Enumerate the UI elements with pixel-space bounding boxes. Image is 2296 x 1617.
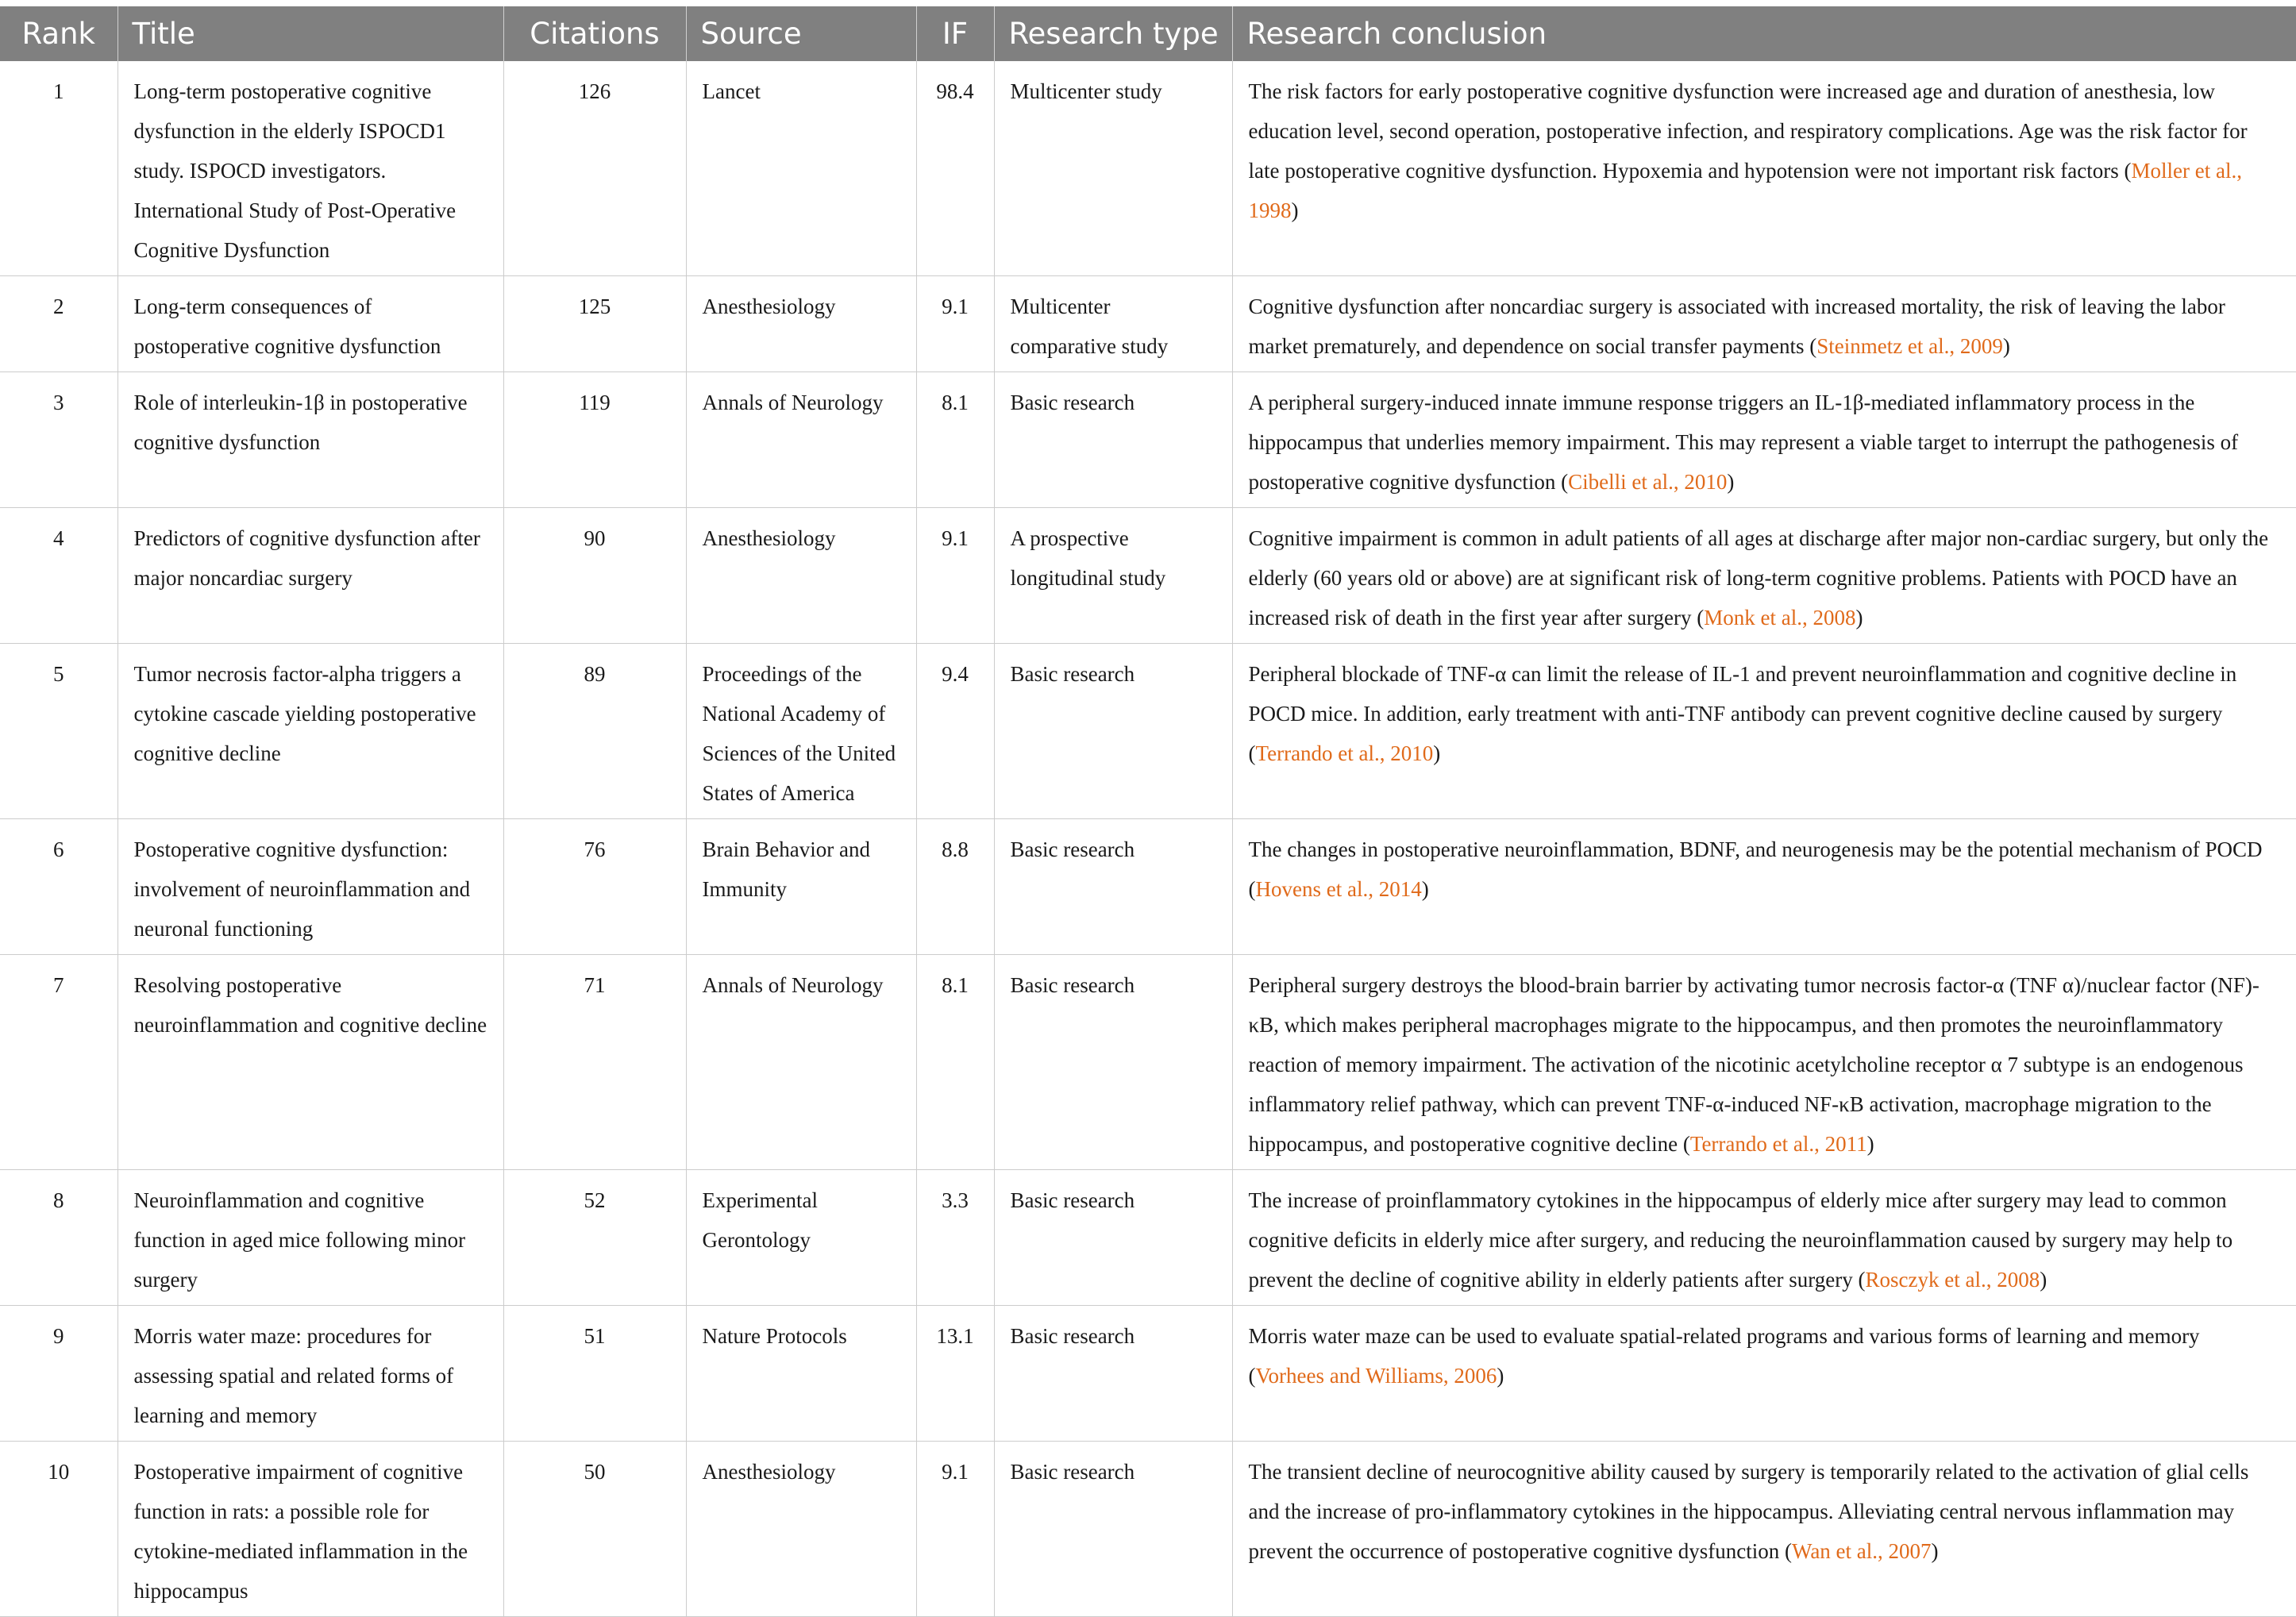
closing-paren: ) (2040, 1268, 2048, 1292)
conclusion-text: Peripheral blockade of TNF-α can limit the release of IL-1 and prevent neuroinflammation and cognitive decline in POCD mice. In addition, early treatment with anti-TNF antibody can prevent cognitive decline caused by surgery ( (1248, 662, 2237, 765)
header-row (0, 6, 2296, 61)
research-type-cell: A prospective longitudinal study (994, 508, 1232, 644)
table-row (0, 1170, 2296, 1306)
table-row (0, 372, 2296, 508)
research-conclusion-cell (1232, 819, 2296, 955)
citations-cell: 71 (503, 955, 686, 1170)
impact-factor-cell: 9.4 (916, 644, 994, 819)
reference-link[interactable]: Vorhees and Williams, 2006 (1255, 1364, 1497, 1388)
rank-cell: 3 (0, 372, 117, 508)
reference-link[interactable]: Terrando et al., 2011 (1689, 1132, 1867, 1156)
impact-factor-cell: 9.1 (916, 276, 994, 372)
closing-paren: ) (1433, 741, 1441, 765)
source-cell: Lancet (686, 61, 916, 276)
reference-link[interactable]: Monk et al., 2008 (1704, 606, 1856, 629)
conclusion-text: A peripheral surgery-induced innate immune response triggers an IL-1β-mediated inflammatory process in the hippocampus that underlies memory impairment. This may represent a viable target to interrupt the pathogenesis of postoperative cognitive dysfunction ( (1248, 391, 2239, 494)
rank-cell: 2 (0, 276, 117, 372)
title-cell: Tumor necrosis factor-alpha triggers a cytokine cascade yielding postoperative cognitive decline (117, 644, 503, 819)
rank-cell: 6 (0, 819, 117, 955)
table-row (0, 1306, 2296, 1442)
header-source: Source (686, 6, 916, 61)
rank-cell: 7 (0, 955, 117, 1170)
source-cell: Brain Behavior and Immunity (686, 819, 916, 955)
citations-cell: 119 (503, 372, 686, 508)
title-cell: Morris water maze: procedures for assessing spatial and related forms of learning and memory (117, 1306, 503, 1442)
conclusion-text: The risk factors for early postoperative cognitive dysfunction were increased age and duration of anesthesia, low education level, second operation, postoperative infection, and respiratory complications. Age was the risk factor for late postoperative cognitive dysfunction. Hypoxemia and hypotension were not important risk factors ( (1248, 79, 2248, 183)
table-row (0, 819, 2296, 955)
header-if: IF (916, 6, 994, 61)
reference-link[interactable]: Cibelli et al., 2010 (1568, 470, 1728, 494)
research-conclusion-cell (1232, 508, 2296, 644)
rank-cell: 5 (0, 644, 117, 819)
source-cell: Nature Protocols (686, 1306, 916, 1442)
research-type-cell: Multicenter study (994, 61, 1232, 276)
table-row (0, 644, 2296, 819)
impact-factor-cell: 9.1 (916, 508, 994, 644)
reference-link[interactable]: Steinmetz et al., 2009 (1816, 334, 2003, 358)
closing-paren: ) (1727, 470, 1735, 494)
source-cell: Annals of Neurology (686, 372, 916, 508)
header-rank: Rank (0, 6, 117, 61)
impact-factor-cell: 8.8 (916, 819, 994, 955)
conclusion-text: Morris water maze can be used to evaluate spatial-related programs and various forms of learning and memory ( (1248, 1324, 2200, 1388)
closing-paren: ) (1291, 198, 1299, 222)
conclusion-text: The increase of proinflammatory cytokines in the hippocampus of elderly mice after surgery may lead to common cognitive deficits in elderly mice after surgery, and reducing the neuroinflammation caused by surgery may help to prevent the decline of cognitive ability in elderly patients after surgery ( (1248, 1188, 2233, 1292)
research-conclusion-cell (1232, 372, 2296, 508)
title-cell: Postoperative cognitive dysfunction: involvement of neuroinflammation and neuronal functioning (117, 819, 503, 955)
research-conclusion-cell (1232, 1442, 2296, 1617)
research-type-cell: Basic research (994, 819, 1232, 955)
source-cell: Anesthesiology (686, 276, 916, 372)
source-cell: Experimental Gerontology (686, 1170, 916, 1306)
research-conclusion-cell (1232, 276, 2296, 372)
reference-link[interactable]: Rosczyk et al., 2008 (1865, 1268, 2040, 1292)
source-cell: Anesthesiology (686, 508, 916, 644)
closing-paren: ) (2002, 334, 2010, 358)
citations-cell: 89 (503, 644, 686, 819)
table-header (0, 6, 2296, 61)
research-type-cell: Multicenter comparative study (994, 276, 1232, 372)
citations-cell: 126 (503, 61, 686, 276)
conclusion-text: Peripheral surgery destroys the blood-brain barrier by activating tumor necrosis factor-α (TNF α)/nuclear factor (NF)-κB, which makes peripheral macrophages migrate to the hippocampus, and then promotes the neuroinflammatory reaction of memory impairment. The activation of the nicotinic acetylcholine receptor α 7 subtype is an endogenous inflammatory relief pathway, which can prevent TNF-α-induced NF-κB activation, macrophage migration to the hippocampus, and postoperative cognitive decline ( (1248, 973, 2259, 1156)
source-cell: Annals of Neurology (686, 955, 916, 1170)
table-row (0, 508, 2296, 644)
conclusion-text: The transient decline of neurocognitive ability caused by surgery is temporarily related to the activation of glial cells and the increase of pro-inflammatory cytokines in the hippocampus. Alleviating central nervous inflammation may prevent the occurrence of postoperative cognitive dysfunction ( (1248, 1460, 2249, 1563)
header-research-type: Research type (994, 6, 1232, 61)
research-type-cell: Basic research (994, 955, 1232, 1170)
table-body (0, 61, 2296, 1617)
impact-factor-cell: 8.1 (916, 372, 994, 508)
research-type-cell: Basic research (994, 372, 1232, 508)
research-conclusion-cell (1232, 1170, 2296, 1306)
research-conclusion-cell (1232, 955, 2296, 1170)
citations-cell: 125 (503, 276, 686, 372)
research-type-cell: Basic research (994, 1306, 1232, 1442)
table-row (0, 1442, 2296, 1617)
research-conclusion-cell (1232, 644, 2296, 819)
rank-cell: 4 (0, 508, 117, 644)
header-title: Title (117, 6, 503, 61)
citations-cell: 51 (503, 1306, 686, 1442)
conclusion-text: Cognitive impairment is common in adult patients of all ages at discharge after major non-cardiac surgery, but only the elderly (60 years old or above) are at significant risk of long-term cognitive problems. Patients with POCD have an increased risk of death in the first year after surgery ( (1248, 526, 2269, 629)
citations-table (0, 6, 2296, 1617)
impact-factor-cell: 98.4 (916, 61, 994, 276)
table-row (0, 276, 2296, 372)
closing-paren: ) (1497, 1364, 1504, 1388)
title-cell: Long-term consequences of postoperative cognitive dysfunction (117, 276, 503, 372)
conclusion-text: The changes in postoperative neuroinflammation, BDNF, and neurogenesis may be the potential mechanism of POCD ( (1248, 837, 2263, 901)
conclusion-text: Cognitive dysfunction after noncardiac surgery is associated with increased mortality, the risk of leaving the labor market prematurely, and dependence on social transfer payments ( (1248, 295, 2225, 358)
table-row (0, 61, 2296, 276)
closing-paren: ) (1866, 1132, 1874, 1156)
title-cell: Predictors of cognitive dysfunction after major noncardiac surgery (117, 508, 503, 644)
source-cell: Anesthesiology (686, 1442, 916, 1617)
title-cell: Long-term postoperative cognitive dysfunction in the elderly ISPOCD1 study. ISPOCD investigators. International Study of Post-Operative Cognitive Dysfunction (117, 61, 503, 276)
rank-cell: 10 (0, 1442, 117, 1617)
title-cell: Postoperative impairment of cognitive function in rats: a possible role for cytokine-mediated inflammation in the hippocampus (117, 1442, 503, 1617)
table-row (0, 955, 2296, 1170)
reference-link[interactable]: Terrando et al., 2010 (1255, 741, 1434, 765)
citations-cell: 90 (503, 508, 686, 644)
reference-link[interactable]: Hovens et al., 2014 (1255, 877, 1422, 901)
rank-cell: 1 (0, 61, 117, 276)
closing-paren: ) (1931, 1539, 1939, 1563)
reference-link[interactable]: Moller et al., 1998 (1248, 159, 2242, 222)
rank-cell: 9 (0, 1306, 117, 1442)
header-research-conclusion: Research conclusion (1232, 6, 2296, 61)
citations-cell: 52 (503, 1170, 686, 1306)
title-cell: Resolving postoperative neuroinflammation and cognitive decline (117, 955, 503, 1170)
research-conclusion-cell (1232, 1306, 2296, 1442)
title-cell: Neuroinflammation and cognitive function in aged mice following minor surgery (117, 1170, 503, 1306)
closing-paren: ) (1855, 606, 1863, 629)
research-type-cell: Basic research (994, 1170, 1232, 1306)
impact-factor-cell: 8.1 (916, 955, 994, 1170)
header-citations: Citations (503, 6, 686, 61)
impact-factor-cell: 3.3 (916, 1170, 994, 1306)
rank-cell: 8 (0, 1170, 117, 1306)
reference-link[interactable]: Wan et al., 2007 (1792, 1539, 1932, 1563)
closing-paren: ) (1421, 877, 1429, 901)
source-cell: Proceedings of the National Academy of Sciences of the United States of America (686, 644, 916, 819)
research-type-cell: Basic research (994, 644, 1232, 819)
research-type-cell: Basic research (994, 1442, 1232, 1617)
impact-factor-cell: 13.1 (916, 1306, 994, 1442)
title-cell: Role of interleukin-1β in postoperative cognitive dysfunction (117, 372, 503, 508)
research-conclusion-cell (1232, 61, 2296, 276)
citations-cell: 50 (503, 1442, 686, 1617)
impact-factor-cell: 9.1 (916, 1442, 994, 1617)
citations-cell: 76 (503, 819, 686, 955)
